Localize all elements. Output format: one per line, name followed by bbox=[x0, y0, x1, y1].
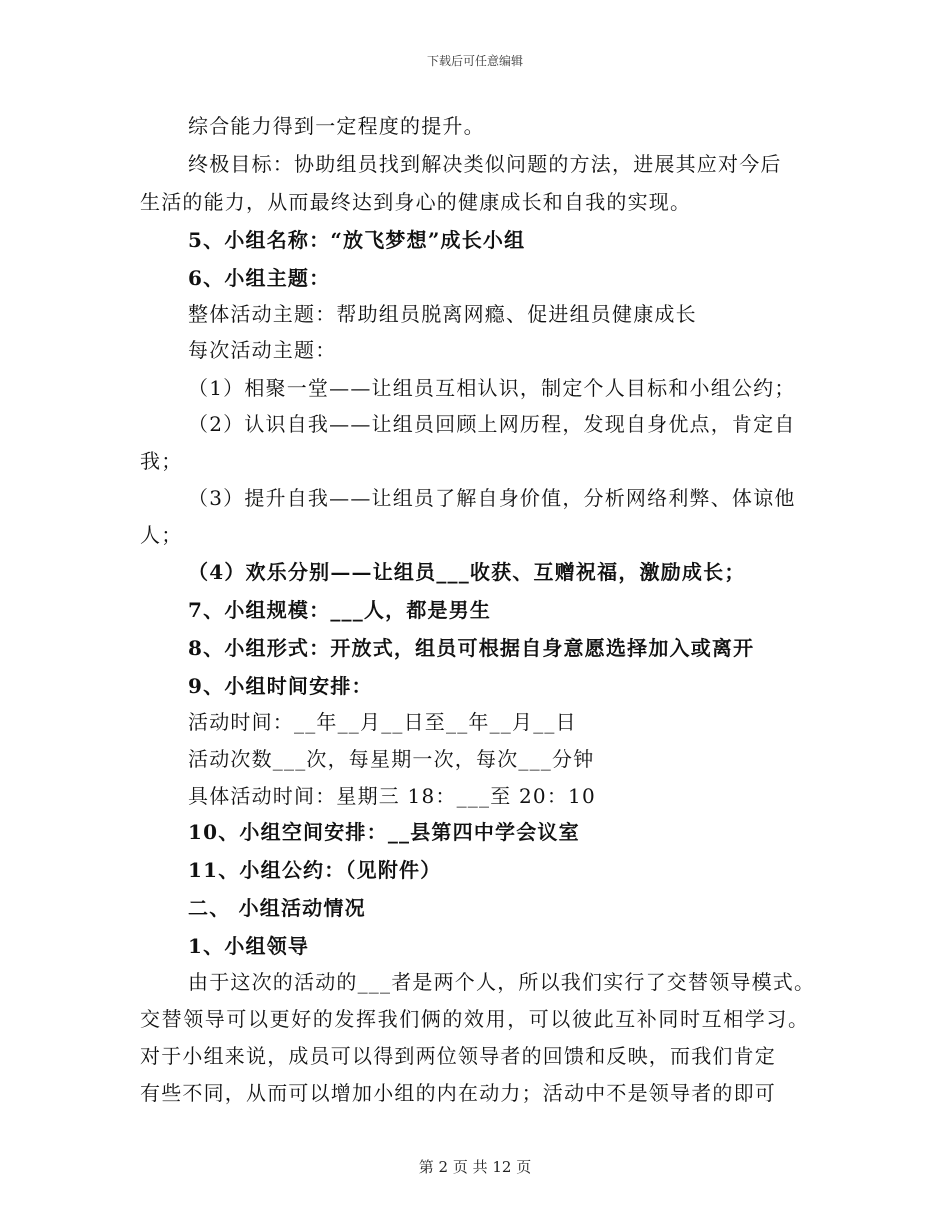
paragraph-line: 每次活动主题： bbox=[188, 338, 337, 362]
list-item-continued: 人； bbox=[140, 523, 183, 547]
section-heading: 5、小组名称：“放飞梦想”成长小组 bbox=[188, 228, 526, 252]
list-item: （3）提升自我——让组员了解自身价值，分析网络利弊、体谅他 bbox=[188, 486, 796, 510]
section-heading: 11、小组公约：（见附件） bbox=[188, 858, 442, 882]
paragraph-line: 具体活动时间：星期三 18：___至 20：10 bbox=[188, 784, 596, 808]
chapter-heading: 二、 小组活动情况 bbox=[188, 896, 366, 920]
paragraph-line: 对于小组来说，成员可以得到两位领导者的回馈和反映，而我们肯定 bbox=[140, 1044, 776, 1068]
section-heading: 7、小组规模：___人，都是男生 bbox=[188, 598, 492, 622]
section-heading: 10、小组空间安排：__县第四中学会议室 bbox=[188, 820, 580, 844]
paragraph-line: 生活的能力，从而最终达到身心的健康成长和自我的实现。 bbox=[140, 190, 692, 214]
paragraph-line: 终极目标：协助组员找到解决类似问题的方法，进展其应对今后 bbox=[188, 152, 782, 176]
paragraph-line: 有些不同，从而可以增加小组的内在动力；活动中不是领导者的即可 bbox=[140, 1081, 776, 1105]
section-heading: 1、小组领导 bbox=[188, 934, 310, 958]
section-heading: 9、小组时间安排： bbox=[188, 674, 373, 698]
page-header: 下载后可任意编辑 bbox=[426, 54, 523, 68]
paragraph-line: 活动时间：__年__月__日至__年__月__日 bbox=[188, 710, 577, 734]
paragraph-line: 交替领导可以更好的发挥我们俩的效用，可以彼此互补同时互相学习。 bbox=[140, 1007, 810, 1031]
paragraph-line: 综合能力得到一定程度的提升。 bbox=[188, 114, 485, 138]
paragraph-line: 活动次数___次，每星期一次，每次___分钟 bbox=[188, 747, 595, 771]
page-footer: 第 2 页 共 12 页 bbox=[418, 1158, 532, 1176]
list-item: （4）欢乐分别——让组员___收获、互赠祝福，激励成长； bbox=[188, 560, 746, 584]
section-heading: 8、小组形式：开放式，组员可根据自身意愿选择加入或离开 bbox=[188, 636, 755, 660]
list-item: （2）认识自我——让组员回顾上网历程，发现自身优点，肯定自 bbox=[188, 412, 796, 436]
list-item-continued: 我； bbox=[140, 449, 183, 473]
section-heading: 6、小组主题： bbox=[188, 266, 331, 290]
paragraph-line: 由于这次的活动的___者是两个人，所以我们实行了交替领导模式。 bbox=[188, 970, 816, 994]
list-item: （1）相聚一堂——让组员互相认识，制定个人目标和小组公约； bbox=[188, 376, 796, 400]
paragraph-line: 整体活动主题：帮助组员脱离网瘾、促进组员健康成长 bbox=[188, 302, 697, 326]
